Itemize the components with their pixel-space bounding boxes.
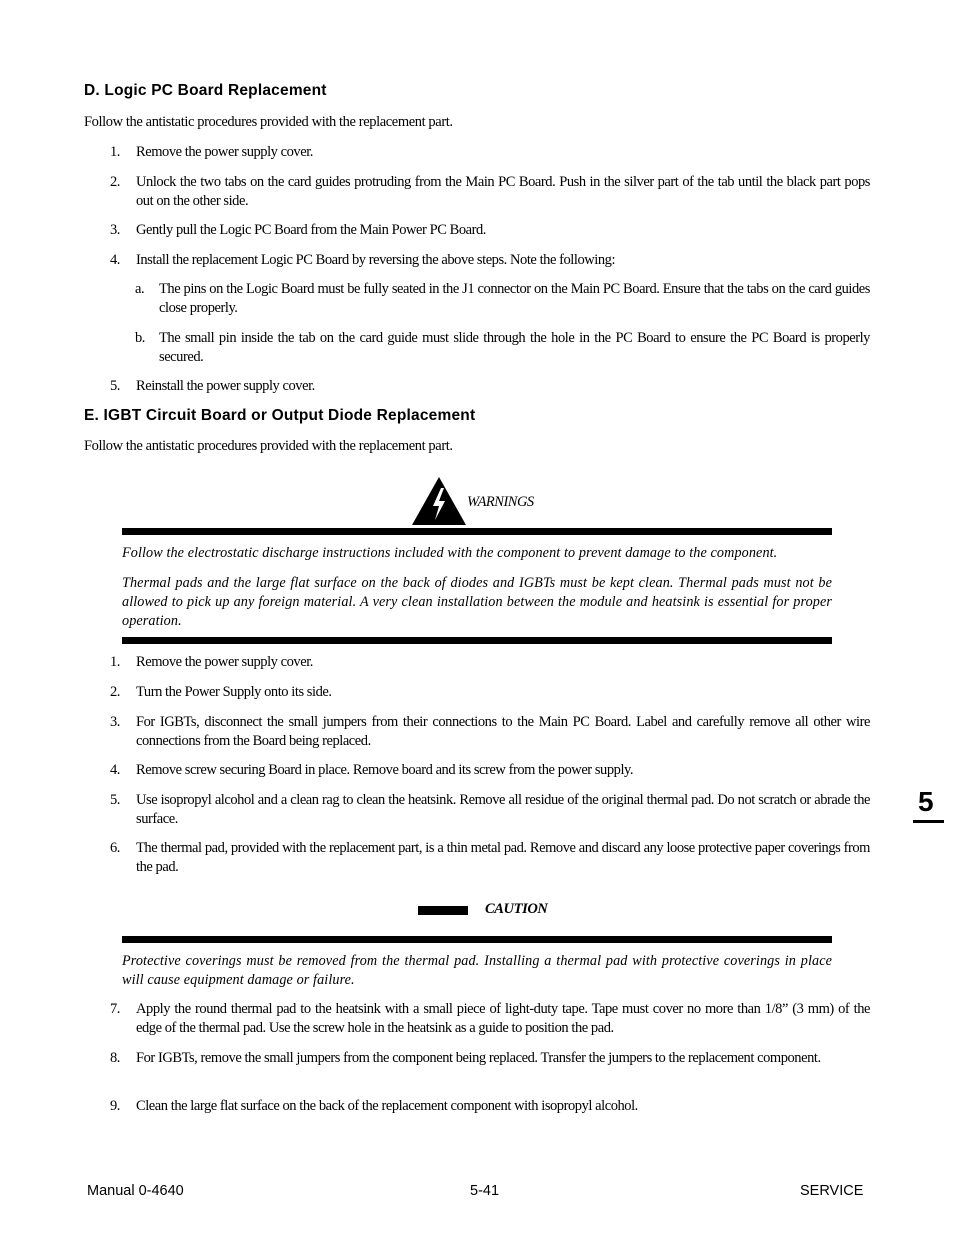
substep-text: The pins on the Logic Board must be fully seated in the J1 connector on the Main PC Board. Ensure that the tabs on the card guides close properly. <box>159 281 870 316</box>
section-d-heading: D. Logic PC Board Replacement <box>84 82 327 99</box>
step-text: Reinstall the power supply cover. <box>136 378 315 394</box>
list-item <box>135 280 870 318</box>
step-number: 7. <box>110 1001 120 1017</box>
step-text: Remove the power supply cover. <box>136 654 313 670</box>
step-text: Turn the Power Supply onto its side. <box>136 684 332 700</box>
section-d-intro: Follow the antistatic procedures provided with the replacement part. <box>84 114 453 130</box>
list-item <box>110 173 870 211</box>
step-number: 5. <box>110 792 120 808</box>
list-item <box>110 221 870 240</box>
step-text: Remove the power supply cover. <box>136 144 313 160</box>
warning-top-rule <box>122 528 832 535</box>
chapter-tab-number: 5 <box>918 786 934 817</box>
substep-letter: b. <box>135 330 145 346</box>
warnings-label: WARNINGS <box>467 494 534 510</box>
warning-paragraph: Follow the electrostatic discharge instructions included with the component to prevent damage to the component. <box>122 545 778 561</box>
step-text: Remove screw securing Board in place. Remove board and its screw from the power supply. <box>136 762 634 778</box>
step-text: Use isopropyl alcohol and a clean rag to clean the heatsink. Remove all residue of the original thermal pad. Do not scratch or abrade the surface. <box>136 792 870 827</box>
step-number: 8. <box>110 1050 120 1066</box>
footer-section-name: SERVICE <box>800 1183 864 1199</box>
step-number: 2. <box>110 174 120 190</box>
step-number: 4. <box>110 252 120 268</box>
step-number: 6. <box>110 840 120 856</box>
list-item <box>110 713 870 751</box>
list-item <box>110 653 870 672</box>
step-text: Install the replacement Logic PC Board by reversing the above steps. Note the following: <box>136 252 616 268</box>
substep-text: The small pin inside the tab on the card guide must slide through the hole in the PC Board to ensure the PC Board is properly secured. <box>159 330 870 365</box>
list-item <box>110 143 870 162</box>
step-number: 9. <box>110 1098 120 1114</box>
caution-top-rule <box>122 936 832 943</box>
list-item <box>135 329 870 367</box>
footer-manual-number: Manual 0-4640 <box>87 1183 184 1199</box>
caution-label: CAUTION <box>485 901 548 917</box>
list-item <box>110 761 870 780</box>
substep-letter: a. <box>135 281 145 297</box>
list-item <box>110 683 870 702</box>
warning-paragraph: Thermal pads and the large flat surface on the back of diodes and IGBTs must be kept clean. Thermal pads must not be allowed to pick up any foreign material. A very clean installation between the module and heatsink is essential for proper operation. <box>122 575 832 629</box>
section-e-heading: E. IGBT Circuit Board or Output Diode Replacement <box>84 407 476 424</box>
list-item <box>110 791 870 829</box>
caution-marker <box>418 906 468 915</box>
step-number: 1. <box>110 654 120 670</box>
step-text: Unlock the two tabs on the card guides protruding from the Main PC Board. Push in the silver part of the tab until the black part pops out on the other side. <box>136 174 870 209</box>
list-item <box>110 1097 870 1116</box>
step-number: 1. <box>110 144 120 160</box>
step-number: 2. <box>110 684 120 700</box>
step-number: 3. <box>110 222 120 238</box>
step-number: 4. <box>110 762 120 778</box>
warning-bottom-rule <box>122 637 832 644</box>
list-item <box>110 251 870 270</box>
step-text: Clean the large flat surface on the back of the replacement component with isopropyl alcohol. <box>136 1098 638 1114</box>
step-number: 5. <box>110 378 120 394</box>
list-item <box>110 1000 870 1038</box>
step-text: For IGBTs, remove the small jumpers from the component being replaced. Transfer the jumpers to the replacement component. <box>136 1050 821 1066</box>
step-text: For IGBTs, disconnect the small jumpers from their connections to the Main PC Board. Label and carefully remove all other wire connections from the Board being replaced. <box>136 714 870 749</box>
list-item <box>110 377 870 396</box>
step-text: Apply the round thermal pad to the heatsink with a small piece of light-duty tape. Tape must cover no more than 1/8” (3 mm) of the edge of the thermal pad. Use the screw hole in the heatsink as a guide to position the pad. <box>136 1001 870 1036</box>
step-number: 3. <box>110 714 120 730</box>
chapter-tab-rule <box>913 820 944 823</box>
caution-paragraph: Protective coverings must be removed from the thermal pad. Installing a thermal pad with protective coverings in place will cause equipment damage or failure. <box>122 953 832 988</box>
list-item <box>110 1049 870 1068</box>
step-text: The thermal pad, provided with the replacement part, is a thin metal pad. Remove and discard any loose protective paper coverings from the pad. <box>136 840 870 875</box>
footer-page-number: 5-41 <box>470 1183 500 1199</box>
section-e-intro: Follow the antistatic procedures provided with the replacement part. <box>84 438 453 454</box>
list-item <box>110 839 870 877</box>
lightning-warning-icon <box>411 476 467 526</box>
step-text: Gently pull the Logic PC Board from the Main Power PC Board. <box>136 222 486 238</box>
